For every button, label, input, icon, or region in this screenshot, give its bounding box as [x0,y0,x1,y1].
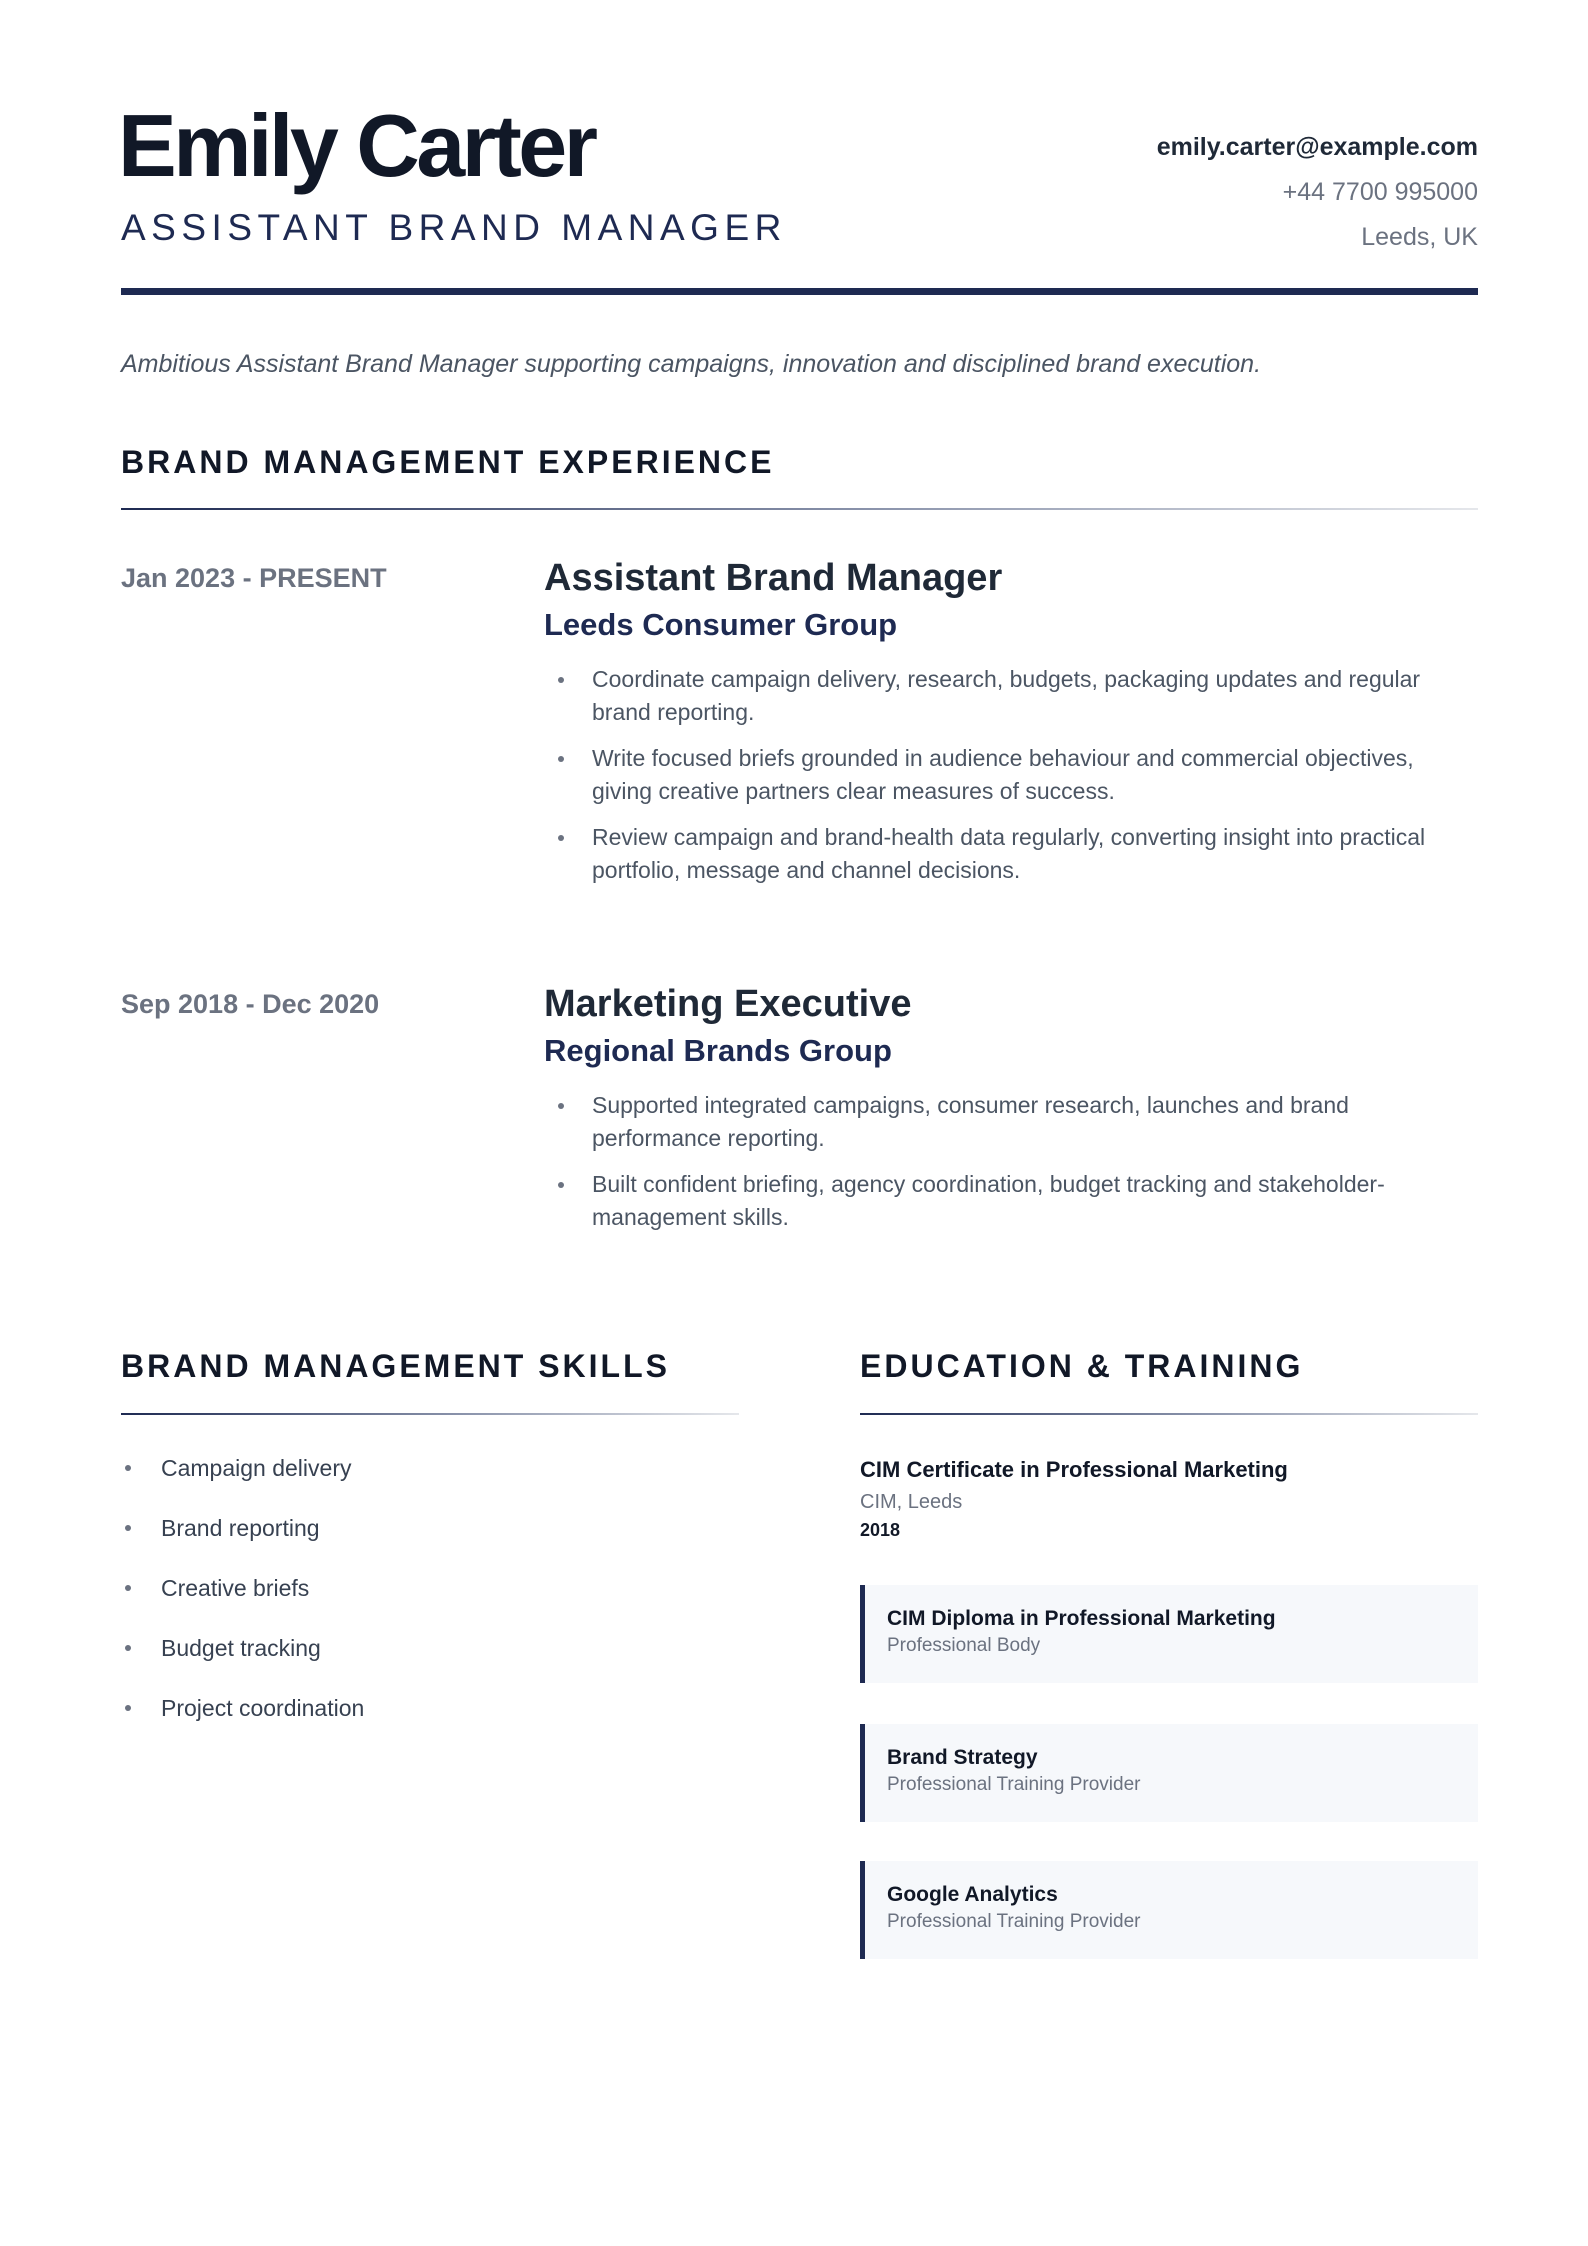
candidate-name: Emily Carter [118,96,595,195]
job-company: Regional Brands Group [544,1033,892,1068]
training-provider: Professional Training Provider [887,1911,1141,1932]
job-bullet: Review campaign and brand-health data regularly, converting insight into practical portfolio, message and channel decisions. [544,821,1478,887]
training-provider: Professional Training Provider [887,1774,1141,1795]
training-card [860,1861,1478,1959]
skill-item: Campaign delivery [121,1453,739,1483]
skill-item: Brand reporting [121,1513,739,1543]
job-bullet: Supported integrated campaigns, consumer research, launches and brand performance reporting. [544,1089,1478,1155]
contact-block [1157,132,1478,252]
education-divider [860,1413,1478,1415]
job-title: Assistant Brand Manager [544,557,1003,599]
education-year: 2018 [860,1520,901,1540]
job-bullets [544,1089,1478,1234]
education-heading: EDUCATION & TRAINING [860,1348,1304,1384]
job-dates: Sep 2018 - Dec 2020 [121,989,380,1019]
experience-divider [121,508,1478,510]
contact-phone: +44 7700 995000 [1282,178,1478,206]
education-entry [860,1456,1478,1542]
contact-location: Leeds, UK [1361,223,1478,251]
job-bullets [544,663,1478,887]
skills-heading: BRAND MANAGEMENT SKILLS [121,1348,670,1384]
skill-item: Project coordination [121,1693,739,1723]
job-details [544,555,1478,900]
job-title: Marketing Executive [544,983,912,1025]
education-title: CIM Certificate in Professional Marketing [860,1457,1288,1482]
job-bullet: Coordinate campaign delivery, research, budgets, packaging updates and regular brand reporting. [544,663,1478,729]
training-title: CIM Diploma in Professional Marketing [887,1607,1276,1630]
skill-item: Creative briefs [121,1573,739,1603]
candidate-role: ASSISTANT BRAND MANAGER [121,207,787,248]
resume-header [118,96,1478,298]
training-card [860,1724,1478,1822]
training-title: Google Analytics [887,1883,1058,1906]
resume-page [118,0,1478,2246]
training-card [860,1585,1478,1683]
education-institution: CIM, Leeds [860,1491,963,1513]
job-company: Leeds Consumer Group [544,607,898,642]
experience-heading: BRAND MANAGEMENT EXPERIENCE [121,444,775,480]
training-title: Brand Strategy [887,1746,1038,1769]
contact-email[interactable]: emily.carter@example.com [1156,133,1478,161]
job-bullet: Built confident briefing, agency coordination, budget tracking and stakeholder-management skills. [544,1168,1478,1234]
job-dates: Jan 2023 - PRESENT [121,563,387,593]
training-provider: Professional Body [887,1635,1041,1656]
skills-divider [121,1413,739,1415]
skill-item: Budget tracking [121,1633,739,1663]
header-divider [121,288,1478,295]
job-bullet: Write focused briefs grounded in audience behaviour and commercial objectives, giving creative partners clear measures of success. [544,742,1478,808]
skills-list [121,1453,739,1753]
professional-summary: Ambitious Assistant Brand Manager supporting campaigns, innovation and disciplined brand execution. [121,350,1262,378]
job-details [544,981,1478,1247]
